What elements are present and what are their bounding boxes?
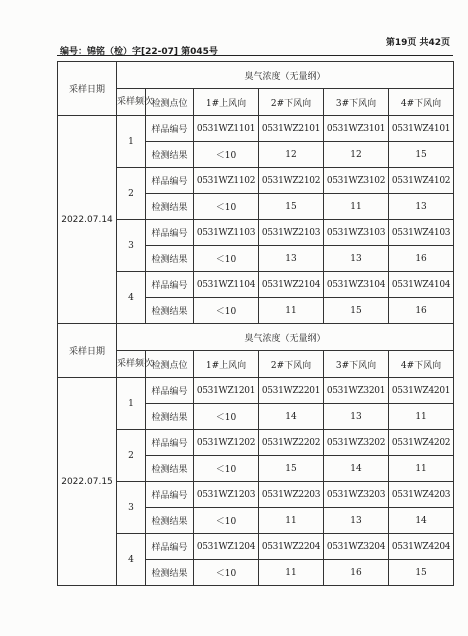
column-header: 2#下风向: [259, 351, 324, 378]
sample-code: 0531WZ1104: [194, 272, 259, 298]
sample-code: 0531WZ2102: [259, 168, 324, 194]
sampling-date: 2022.07.15: [58, 378, 117, 586]
column-header: 4#下风向: [389, 89, 454, 116]
result-value: 11: [259, 298, 324, 324]
sample-code: 0531WZ3203: [324, 482, 389, 508]
sampling-date: 2022.07.14: [58, 116, 117, 324]
row-label-result: 检测结果: [146, 142, 194, 168]
sampling-date-header: 采样日期: [58, 324, 117, 378]
result-value: ＜10: [194, 142, 259, 168]
sample-code: 0531WZ3103: [324, 220, 389, 246]
sample-code: 0531WZ4103: [389, 220, 454, 246]
result-value: ＜10: [194, 456, 259, 482]
column-header: 3#下风向: [324, 351, 389, 378]
result-value: ＜10: [194, 508, 259, 534]
result-value: 14: [259, 404, 324, 430]
sample-code: 0531WZ4201: [389, 378, 454, 404]
column-header: 1#上风向: [194, 89, 259, 116]
result-value: ＜10: [194, 404, 259, 430]
sample-code: 0531WZ2204: [259, 534, 324, 560]
result-value: ＜10: [194, 560, 259, 586]
sample-code: 0531WZ3104: [324, 272, 389, 298]
result-value: 16: [389, 246, 454, 272]
header-divider: [57, 55, 453, 56]
result-value: 13: [324, 246, 389, 272]
sample-code: 0531WZ2201: [259, 378, 324, 404]
row-label-code: 样品编号: [146, 168, 194, 194]
sample-code: 0531WZ3201: [324, 378, 389, 404]
sample-code: 0531WZ4203: [389, 482, 454, 508]
result-value: 12: [324, 142, 389, 168]
row-label-code: 样品编号: [146, 220, 194, 246]
sample-code: 0531WZ4101: [389, 116, 454, 142]
result-value: 13: [259, 246, 324, 272]
document-number: 编号：锦铭（检）字[22-07] 第045号: [60, 47, 218, 57]
row-label-code: 样品编号: [146, 534, 194, 560]
row-label-code: 样品编号: [146, 378, 194, 404]
row-label-result: 检测结果: [146, 194, 194, 220]
sample-code: 0531WZ4104: [389, 272, 454, 298]
sample-code: 0531WZ3204: [324, 534, 389, 560]
frequency-cell: 2: [117, 430, 146, 482]
frequency-cell: 3: [117, 482, 146, 534]
odor-table-day-2: [57, 323, 454, 586]
odor-table-day-1: [57, 61, 454, 324]
sample-code: 0531WZ1204: [194, 534, 259, 560]
sample-code: 0531WZ1201: [194, 378, 259, 404]
result-value: 15: [259, 194, 324, 220]
frequency-cell: 1: [117, 378, 146, 430]
result-value: 15: [324, 298, 389, 324]
sample-code: 0531WZ1101: [194, 116, 259, 142]
page-info: 第19页 共42页: [385, 38, 450, 48]
sample-code: 0531WZ3202: [324, 430, 389, 456]
result-value: ＜10: [194, 246, 259, 272]
row-label-code: 样品编号: [146, 430, 194, 456]
sample-code: 0531WZ1203: [194, 482, 259, 508]
row-label-result: 检测结果: [146, 246, 194, 272]
row-label-result: 检测结果: [146, 560, 194, 586]
frequency-cell: 4: [117, 272, 146, 324]
result-value: 15: [389, 142, 454, 168]
result-value: 11: [259, 508, 324, 534]
sample-code: 0531WZ2104: [259, 272, 324, 298]
sample-code: 0531WZ3101: [324, 116, 389, 142]
result-value: 11: [259, 560, 324, 586]
result-value: 16: [324, 560, 389, 586]
sample-code: 0531WZ4202: [389, 430, 454, 456]
result-value: 11: [324, 194, 389, 220]
odor-concentration-title: 臭气浓度（无量纲）: [117, 324, 454, 351]
result-value: 14: [389, 508, 454, 534]
sample-code: 0531WZ2103: [259, 220, 324, 246]
result-value: 12: [259, 142, 324, 168]
sample-code: 0531WZ3102: [324, 168, 389, 194]
row-label-result: 检测结果: [146, 456, 194, 482]
column-header: 3#下风向: [324, 89, 389, 116]
sample-code: 0531WZ4204: [389, 534, 454, 560]
frequency-cell: 1: [117, 116, 146, 168]
sample-code: 0531WZ4102: [389, 168, 454, 194]
result-value: 15: [259, 456, 324, 482]
row-label-code: 样品编号: [146, 272, 194, 298]
frequency-cell: 3: [117, 220, 146, 272]
sample-code: 0531WZ2203: [259, 482, 324, 508]
result-value: 13: [389, 194, 454, 220]
odor-concentration-title: 臭气浓度（无量纲）: [117, 62, 454, 89]
frequency-cell: 2: [117, 168, 146, 220]
result-value: 16: [389, 298, 454, 324]
sample-code: 0531WZ1103: [194, 220, 259, 246]
row-label-code: 样品编号: [146, 116, 194, 142]
sample-code: 0531WZ1202: [194, 430, 259, 456]
frequency-header: 采样频次: [117, 89, 146, 116]
result-value: ＜10: [194, 298, 259, 324]
sample-code: 0531WZ2101: [259, 116, 324, 142]
result-value: 13: [324, 508, 389, 534]
sample-code: 0531WZ2202: [259, 430, 324, 456]
result-value: ＜10: [194, 194, 259, 220]
column-header: 4#下风向: [389, 351, 454, 378]
column-header: 1#上风向: [194, 351, 259, 378]
column-header: 2#下风向: [259, 89, 324, 116]
result-value: 11: [389, 456, 454, 482]
row-label-result: 检测结果: [146, 298, 194, 324]
result-value: 13: [324, 404, 389, 430]
result-value: 11: [389, 404, 454, 430]
result-value: 14: [324, 456, 389, 482]
frequency-cell: 4: [117, 534, 146, 586]
point-header: 检测点位: [146, 351, 194, 378]
result-value: 15: [389, 560, 454, 586]
row-label-result: 检测结果: [146, 508, 194, 534]
sample-code: 0531WZ1102: [194, 168, 259, 194]
frequency-header: 采样频次: [117, 351, 146, 378]
point-header: 检测点位: [146, 89, 194, 116]
row-label-code: 样品编号: [146, 482, 194, 508]
sampling-date-header: 采样日期: [58, 62, 117, 116]
row-label-result: 检测结果: [146, 404, 194, 430]
